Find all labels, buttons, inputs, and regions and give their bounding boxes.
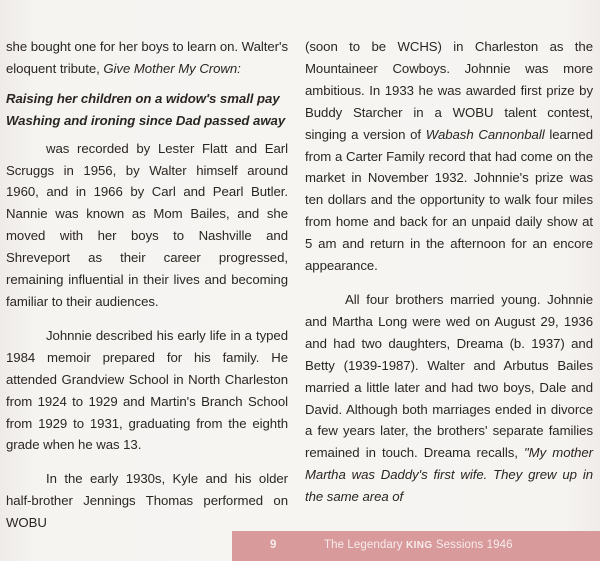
footer-title-text: The Legendary [324,539,406,551]
paragraph [6,36,288,80]
lyric-line: Raising her children on a widow's small pay [6,90,280,106]
paragraph-text: she bought one for her boys to learn on. Walter's eloquent tribute, [6,39,288,76]
song-title: Give Mother My Crown: [103,60,241,76]
paragraph-text: All four brothers married young. Johnnie and Martha Long were wed on August 29, 1936 and had two daughters, Dreama (b. 1937) and Betty (1939-1987). Walter and Arbutus Bailes married a little later and had two boys, Dale and David. Although both marriages ended in divorce a few years later, the brothers' separate families remained in touch. Dreama recalls, [305,291,593,461]
footer-title [324,539,513,551]
paragraph: Johnnie described his early life in a typed 1984 memoir prepared for his family. He attended Grandview School in North Charleston from 1924 to 1929 and Martin's Branch School from 1929 to 1931, graduating from the eighth grade when he was 13. [6,327,288,453]
paragraph [305,289,593,508]
paragraph-text: (soon to be WCHS) in Charleston as the Mountaineer Cowboys. Johnnie was more ambitious. In 1933 he was awarded first prize by Buddy Starcher in a WOBU talent contest, singing a version of [305,39,593,142]
paragraph: was recorded by Lester Flatt and Earl Scruggs in 1956, by Walter himself around 1960, and in 1966 by Carl and Pearl Butler. Nannie was known as Mom Bailes, and she moved with her boys to Nashville and Shreveport as their career progressed, remaining influential in their lives and becoming familiar to their audiences. [6,140,288,309]
quote-text: "My mother Martha was Daddy's first wife. They grew up in the same area of [305,445,594,505]
paragraph: In the early 1930s, Kyle and his older half-brother Jennings Thomas performed on WOBU [6,471,288,531]
footer-title-text: Sessions 1946 [432,539,513,551]
paragraph-text: learned from a Carter Family record that had come on the market in November 1932. Johnnie's prize was ten dollars and the opportunity to walk four miles from home and back for an unpaid daily show at 5 am and return in the afternoon for an encore appearance. [305,126,593,274]
right-column [305,36,593,508]
footer-band [232,531,600,561]
lyric-line: Washing and ironing since Dad passed away [6,112,286,128]
song-title: Wabash Cannonball [425,126,545,142]
left-column [6,36,288,534]
paragraph [305,36,593,277]
page-number: 9 [270,539,277,551]
lyric-quote [6,88,288,132]
footer-title-king: KING [405,540,433,551]
